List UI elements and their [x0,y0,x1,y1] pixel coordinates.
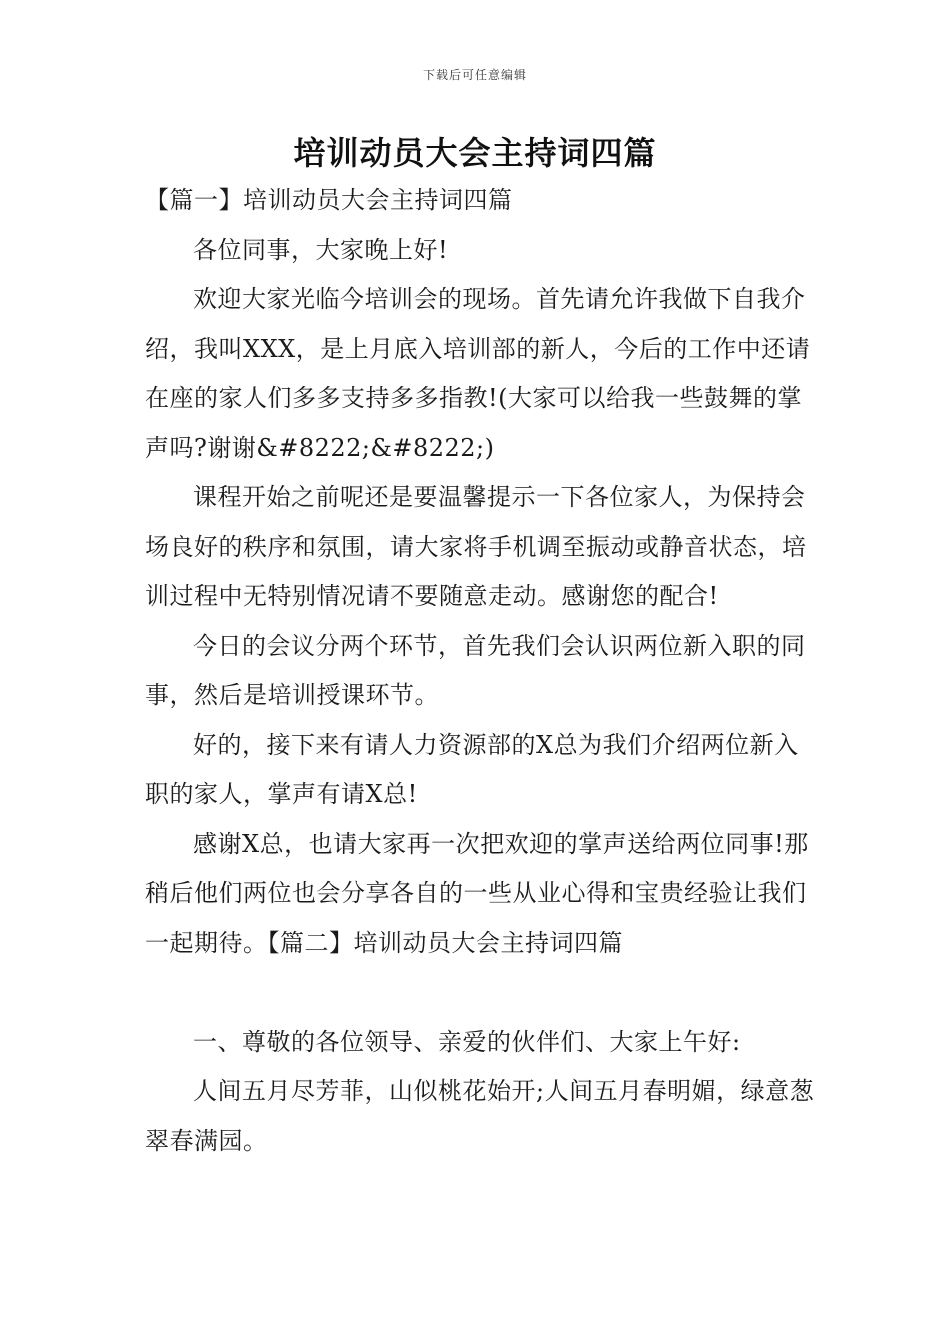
paragraph-thanks: 感谢X总，也请大家再一次把欢迎的掌声送给两位同事!那稍后他们两位也会分享各自的一些从业心得和宝贵经验让我们一起期待。【篇二】培训动员大会主持词四篇 [145,829,809,957]
document-body [145,176,815,1166]
paragraph-agenda: 今日的会议分两个环节，首先我们会认识两位新入职的同事，然后是培训授课环节。 [145,631,806,709]
paragraph-introduction: 好的，接下来有请人力资源部的X总为我们介绍两位新入职的家人，掌声有请X总! [145,730,799,808]
document-title: 培训动员大会主持词四篇 [293,134,657,172]
section-one-heading: 【篇一】培训动员大会主持词四篇 [145,186,513,214]
paragraph-welcome: 欢迎大家光临今培训会的现场。首先请允许我做下自我介绍，我叫XXX，是上月底入培训部的新人，今后的工作中还请在座的家人们多多支持多多指教!(大家可以给我一些鼓舞的掌声吗?谢谢&#8222;&#8222;) [145,285,811,462]
paragraph-section-two-poem: 人间五月尽芳菲，山似桃花始开;人间五月春明媚，绿意葱翠春满园。 [145,1077,815,1155]
header-note: 下载后可任意编辑 [422,68,527,82]
paragraph-section-two-greeting: 一、尊敬的各位领导、亲爱的伙伴们、大家上午好: [193,1027,741,1056]
blank-line [145,968,815,1018]
paragraph-greeting: 各位同事，大家晚上好! [193,235,449,264]
paragraph-reminder: 课程开始之前呢还是要温馨提示一下各位家人，为保持会场良好的秩序和氛围，请大家将手机调至振动或静音状态，培训过程中无特别情况请不要随意走动。感谢您的配合! [145,483,807,610]
